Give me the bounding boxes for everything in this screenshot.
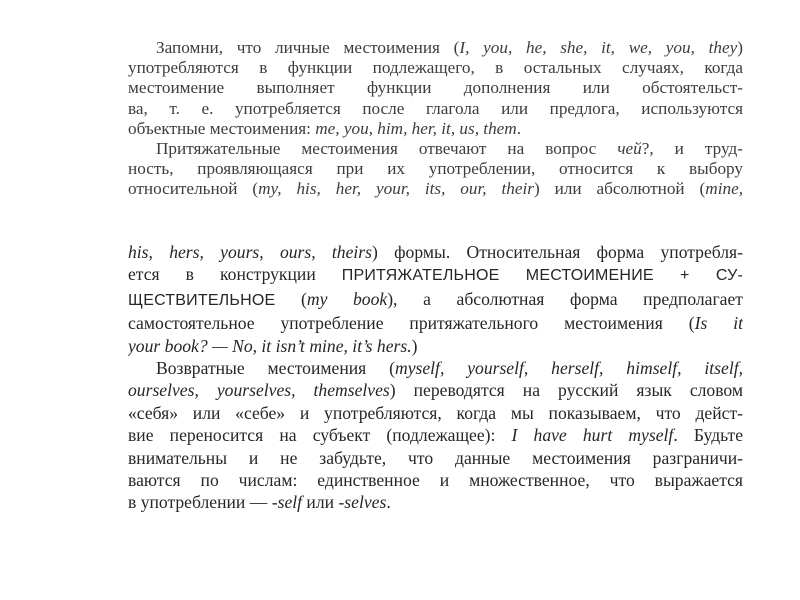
text-line: his, hers, yours, ours, theirs) формы. Относительная форма употребля- [128,242,743,262]
text-line: ность, проявляющаяся при их употреблении, относится к выбору [128,159,743,179]
paragraph-possessive-forms [128,241,743,357]
text-line: Запомни, что личные местоимения (I, you, he, she, it, we, you, they) [156,38,743,57]
text-line: ЩЕСТВИТЕЛЬНОЕ (my book), а абсолютная форма предполагает [128,288,743,309]
text-line: местоимение выполняет функции дополнения или обстоятельст- [128,78,743,98]
text-line: внимательны и не забудьте, что данные местоимения разграничи- [128,447,743,468]
text-line: ourselves, yourselves, themselves) переводятся на русский язык словом [128,380,743,401]
paragraph-personal-pronouns [128,38,743,139]
text-line: Возвратные местоимения (myself, yourself, herself, himself, itself, [156,358,743,379]
text-line: ваются по числам: единственное и множественное, что выражается [128,470,743,491]
text-line: Притяжательные местоимения отвечают на вопрос чей?, и труд- [156,139,743,159]
text-block-bottom [128,241,743,514]
text-line: в употреблении — -self или -selves. [128,492,391,513]
text-line: «себя» или «себе» и употребляются, когда мы показываем, что дейст- [128,402,743,423]
text-line: относительной (my, his, her, your, its, our, their) или абсолютной (mine, [128,179,743,199]
text-line: употребляются в функции подлежащего, в остальных случаях, когда [128,58,743,78]
text-line: ется в конструкции ПРИТЯЖАТЕЛЬНОЕ МЕСТОИМЕНИЕ + СУ- [128,264,743,285]
text-line: объектные местоимения: me, you, him, her, it, us, them. [128,118,521,138]
text-line: your book? — No, it isn’t mine, it’s hers.) [128,335,418,356]
paragraph-possessive-pronouns [128,139,743,200]
text-line: вие переносится на субъект (подлежащее): I have hurt myself. Будьте [128,425,743,446]
text-line: ва, т. е. употребляется после глагола или предлога, используются [128,98,743,118]
paragraph-reflexive-pronouns [128,357,743,514]
text-line: самостоятельное употребление притяжательного местоимения (Is it [128,313,743,334]
text-block-top [128,38,743,200]
